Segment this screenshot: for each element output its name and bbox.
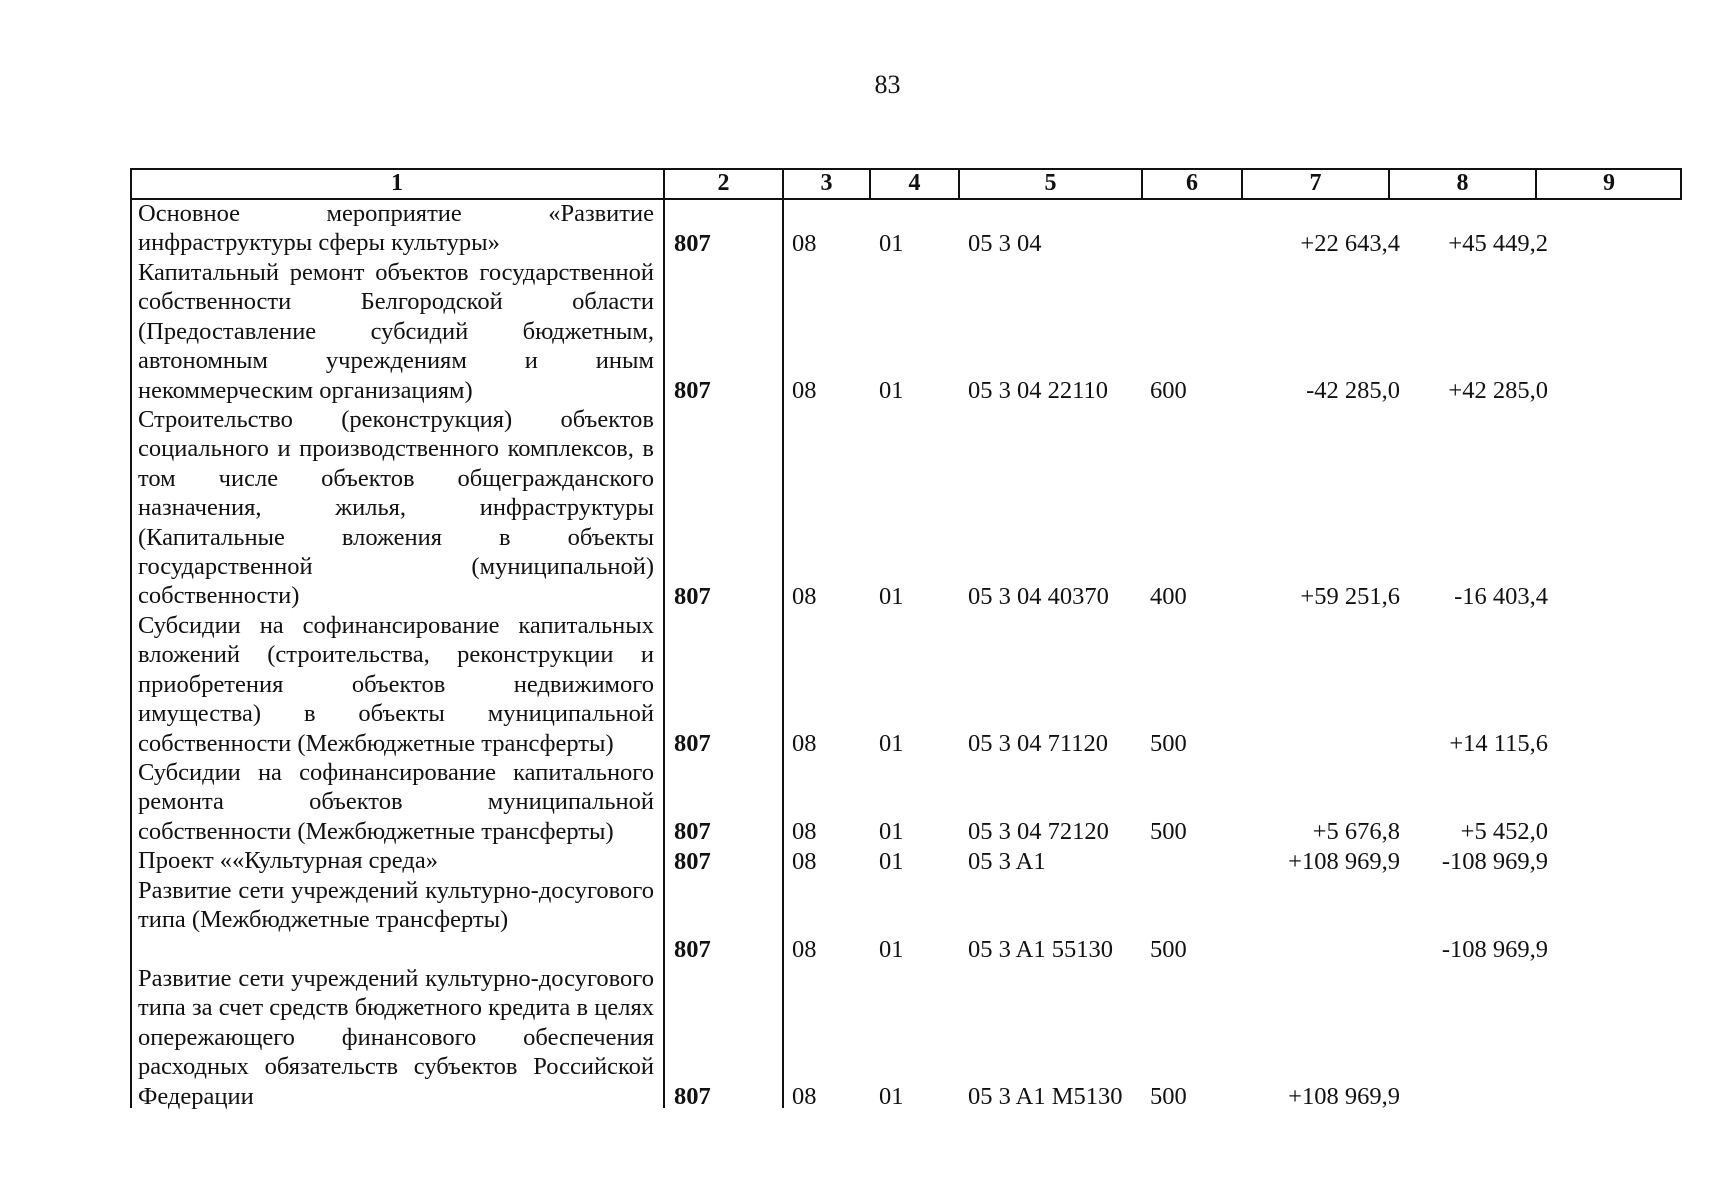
row-description: Субсидии на софинансирование капитальных вложений (строительства, реконструкции и приобретения объектов недвижимого имущества) в объекты муниципальной собственности (Межбюджетные трансферты) — [138, 612, 654, 757]
page-number: 83 — [874, 70, 901, 99]
cell-col-3: 08 — [792, 729, 817, 757]
cell-col-8: +5 452,0 — [1460, 817, 1548, 845]
row-description: Строительство (реконструкция) объектов социального и производственного комплексов, в том числе объектов общегражданского назначения, жилья, инфраструктуры (Капитальные вложения в объекты государственной (муниципальной) собственности) — [138, 406, 654, 610]
row-description: Развитие сети учреждений культурно-досугового типа за счет средств бюджетного кредита в целях опережающего финансового обеспечения расходных обязательств субъектов Российской Федерации — [138, 965, 654, 1110]
column-header-1: 1 — [391, 170, 403, 196]
cell-col-2: 807 — [674, 376, 711, 404]
cell-col-3: 08 — [792, 935, 817, 963]
cell-col-8: -108 969,9 — [1441, 935, 1548, 963]
cell-col-5: 05 3 A1 — [968, 847, 1046, 875]
column-header-8: 8 — [1456, 170, 1469, 196]
table-row — [130, 876, 1682, 964]
cell-col-3: 08 — [792, 847, 817, 875]
cell-col-7: -42 285,0 — [1306, 376, 1400, 404]
cell-col-4: 01 — [879, 729, 904, 757]
column-header-6: 6 — [1186, 170, 1198, 196]
cell-col-6: 500 — [1150, 1082, 1187, 1110]
cell-col-2: 807 — [674, 582, 711, 610]
table-row — [130, 258, 1682, 405]
cell-col-6: 500 — [1150, 729, 1187, 757]
cell-col-4: 01 — [879, 582, 904, 610]
cell-col-8: -16 403,4 — [1454, 582, 1548, 610]
cell-col-5: 05 3 A1 55130 — [968, 935, 1113, 963]
cell-col-8: +42 285,0 — [1448, 376, 1548, 404]
cell-col-8: +14 115,6 — [1449, 729, 1548, 757]
cell-col-4: 01 — [879, 229, 904, 257]
table-row — [130, 199, 1682, 258]
cell-col-4: 01 — [879, 1082, 904, 1110]
row-description: Развитие сети учреждений культурно-досугового типа (Межбюджетные трансферты) — [138, 877, 654, 934]
cell-col-2: 807 — [674, 817, 711, 845]
column-header-3: 3 — [820, 170, 833, 196]
table-row — [130, 611, 1682, 758]
cell-col-5: 05 3 04 72120 — [968, 817, 1109, 845]
cell-col-2: 807 — [674, 729, 711, 757]
cell-col-4: 01 — [879, 817, 904, 845]
cell-col-3: 08 — [792, 1082, 817, 1110]
table-row — [130, 964, 1682, 1111]
cell-col-6: 400 — [1150, 582, 1187, 610]
cell-col-8: +45 449,2 — [1448, 229, 1548, 257]
cell-col-7: +108 969,9 — [1288, 1082, 1400, 1110]
cell-col-5: 05 3 04 22110 — [968, 376, 1108, 404]
budget-table — [130, 168, 1682, 1108]
cell-col-5: 05 3 04 40370 — [968, 582, 1109, 610]
cell-col-5: 05 3 A1 M5130 — [968, 1082, 1123, 1110]
table-row — [130, 405, 1682, 611]
column-header-5: 5 — [1044, 170, 1057, 196]
cell-col-4: 01 — [879, 847, 904, 875]
cell-col-6: 600 — [1150, 376, 1187, 404]
cell-col-3: 08 — [792, 582, 817, 610]
cell-col-7: +108 969,9 — [1288, 847, 1400, 875]
cell-col-5: 05 3 04 71120 — [968, 729, 1108, 757]
cell-col-2: 807 — [674, 935, 711, 963]
cell-col-2: 807 — [674, 1082, 711, 1110]
column-header-4: 4 — [908, 170, 921, 196]
column-header-9: 9 — [1603, 170, 1615, 196]
cell-col-3: 08 — [792, 376, 817, 404]
cell-col-6: 500 — [1150, 935, 1187, 963]
row-description: Капитальный ремонт объектов государственной собственности Белгородской области (Предоставление субсидий бюджетным, автономным учреждениям и иным некоммерческим организациям) — [138, 259, 654, 404]
table-row — [130, 846, 1682, 876]
table-row — [130, 758, 1682, 846]
cell-col-2: 807 — [674, 229, 711, 257]
cell-col-8: -108 969,9 — [1441, 847, 1548, 875]
cell-col-7: +5 676,8 — [1312, 817, 1400, 845]
cell-col-4: 01 — [879, 935, 904, 963]
cell-col-5: 05 3 04 — [968, 229, 1042, 257]
cell-col-6: 500 — [1150, 817, 1187, 845]
cell-col-2: 807 — [674, 847, 711, 875]
cell-col-7: +59 251,6 — [1300, 582, 1400, 610]
cell-col-3: 08 — [792, 229, 817, 257]
column-header-7: 7 — [1309, 170, 1322, 196]
column-header-2: 2 — [717, 170, 730, 196]
cell-col-4: 01 — [879, 376, 904, 404]
cell-col-7: +22 643,4 — [1300, 229, 1400, 257]
row-description: Проект ««Культурная среда» — [138, 847, 438, 874]
row-description: Субсидии на софинансирование капитального ремонта объектов муниципальной собственности (Межбюджетные трансферты) — [138, 759, 654, 845]
row-description: Основное мероприятие «Развитие инфраструктуры сферы культуры» — [138, 200, 654, 257]
cell-col-3: 08 — [792, 817, 817, 845]
